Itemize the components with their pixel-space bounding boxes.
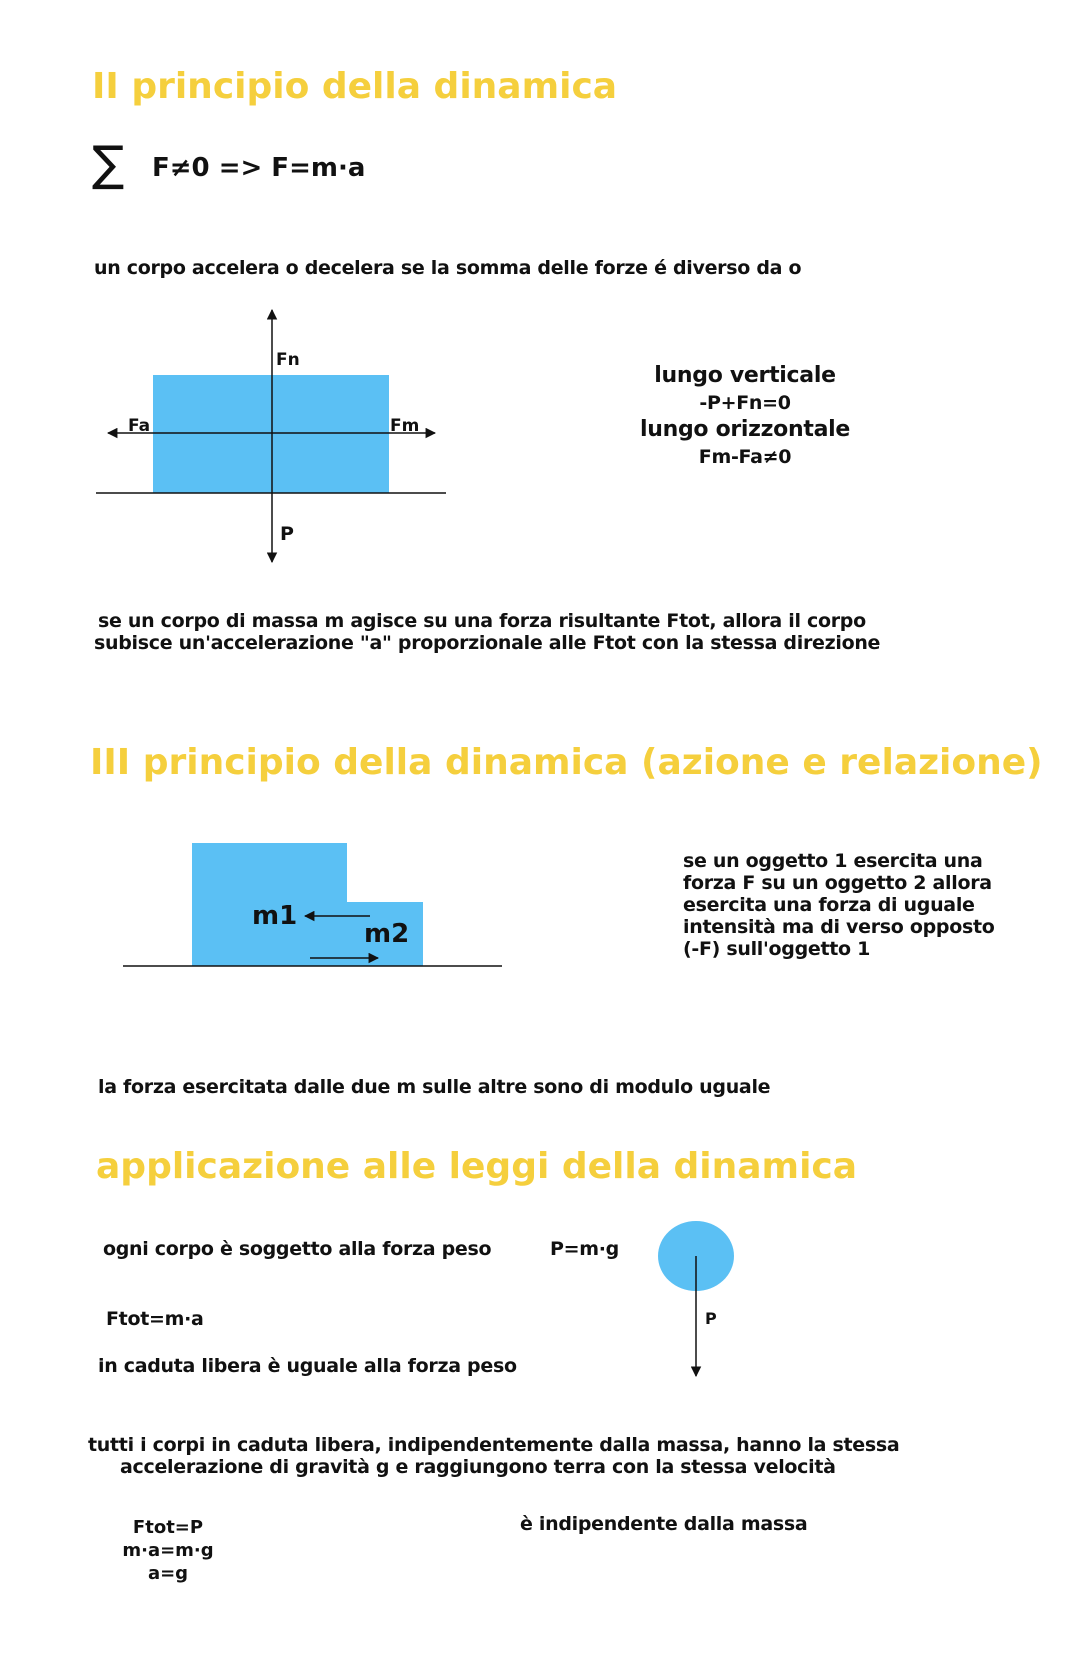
label-fa: Fa	[128, 416, 151, 436]
derivation-line: Ftot=P	[132, 1517, 204, 1538]
label-fm: Fm	[390, 416, 420, 436]
section2-title: III principio della dinamica (azione e relazione)	[90, 742, 1043, 783]
free-fall-text: in caduta libera è uguale alla forza peso	[98, 1355, 517, 1377]
weight-formula: P=m·g	[550, 1238, 619, 1260]
conclusion-line1: tutti i corpi in caduta libera, indipendentemente dalla massa, hanno la stessa	[88, 1434, 900, 1456]
horizontal-equation: Fm-Fa≠0	[698, 446, 792, 468]
label-fn: Fn	[276, 350, 300, 370]
ftot-formula: Ftot=m·a	[106, 1308, 204, 1330]
section1-title: II principio della dinamica	[92, 66, 618, 107]
free-fall-diagram	[658, 1221, 734, 1376]
statement-line1: se un corpo di massa m agisce su una forza risultante Ftot, allora il corpo	[98, 610, 866, 632]
vertical-label: lungo verticale	[654, 363, 836, 388]
action-reaction-diagram	[123, 843, 502, 966]
explanation-line: forza F su un oggetto 2 allora	[683, 872, 992, 894]
vertical-equation: -P+Fn=0	[699, 392, 791, 414]
derivation-line: m·a=m·g	[122, 1540, 214, 1561]
force-diagram	[96, 310, 446, 562]
label-m2: m2	[364, 919, 410, 949]
explanation-line: se un oggetto 1 esercita una	[683, 850, 983, 872]
conclusion-line2: accelerazione di gravità g e raggiungono terra con la stessa velocità	[120, 1456, 836, 1478]
statement-line2: subisce un'accelerazione "a" proporzionale alle Ftot con la stessa direzione	[94, 632, 881, 654]
sigma-symbol: ∑	[92, 136, 125, 192]
derivation-line: a=g	[147, 1563, 189, 1584]
explanation-line: intensità ma di verso opposto	[683, 916, 995, 938]
action-reaction-explanation	[683, 850, 995, 960]
label-p: P	[280, 523, 294, 545]
horizontal-label: lungo orizzontale	[639, 417, 850, 442]
derivation-block	[104, 1516, 232, 1585]
explanation-line: (-F) sull'oggetto 1	[683, 938, 871, 960]
section3-title: applicazione alle leggi della dinamica	[96, 1146, 858, 1187]
label-p-2: P	[705, 1309, 717, 1328]
newton-formula: F≠0 => F=m·a	[152, 153, 366, 183]
equal-modulus-note: la forza esercitata dalle due m sulle altre sono di modulo uguale	[98, 1076, 771, 1098]
independence-note: è indipendente dalla massa	[520, 1513, 808, 1535]
label-m1: m1	[252, 901, 298, 931]
block-rect	[153, 375, 389, 493]
weight-text: ogni corpo è soggetto alla forza peso	[103, 1238, 492, 1260]
explanation-line: esercita una forza di uguale	[683, 894, 975, 916]
acceleration-description: un corpo accelera o decelera se la somma delle forze é diverso da o	[94, 257, 802, 279]
